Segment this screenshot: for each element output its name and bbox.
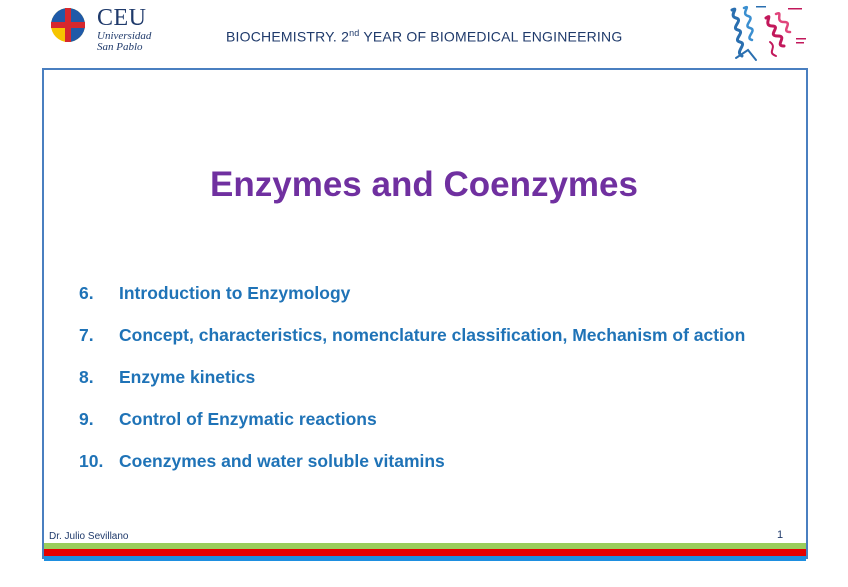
- topic-text: Coenzymes and water soluble vitamins: [119, 450, 445, 471]
- protein-structure-icon: [726, 2, 812, 66]
- ceu-emblem-icon: [50, 7, 86, 43]
- topic-text: Enzyme kinetics: [119, 366, 256, 387]
- topic-item: [79, 314, 745, 356]
- topic-number: 10.: [79, 450, 104, 471]
- course-title-prefix: BIOCHEMISTRY. 2: [226, 28, 350, 45]
- topic-list: [79, 272, 745, 482]
- logo-subtitle-line1: Universidad: [97, 30, 152, 42]
- topic-number: 8.: [79, 366, 94, 387]
- course-title-rest: YEAR OF BIOMEDICAL ENGINEERING: [359, 28, 623, 45]
- author-label: Dr. Julio Sevillano: [49, 531, 129, 542]
- topic-item: [79, 272, 745, 314]
- footer-band-red: [44, 549, 806, 556]
- logo-name: CEU: [97, 5, 147, 31]
- topic-text: Introduction to Enzymology: [119, 282, 351, 303]
- topic-item: [79, 398, 745, 440]
- topic-number: 6.: [79, 282, 94, 303]
- topic-number: 9.: [79, 408, 94, 429]
- topic-text: Concept, characteristics, nomenclature classification, Mechanism of action: [119, 324, 746, 345]
- slide-title: Enzymes and Coenzymes: [210, 165, 638, 204]
- course-title: [226, 28, 622, 45]
- footer-band-blue: [44, 556, 806, 561]
- course-title-ordinal: nd: [349, 28, 360, 38]
- topic-number: 7.: [79, 324, 94, 345]
- page-number: 1: [777, 529, 784, 541]
- topic-item: [79, 356, 745, 398]
- logo-subtitle-line2: San Pablo: [97, 41, 143, 53]
- ceu-logo: [50, 5, 180, 65]
- topic-item: [79, 440, 745, 482]
- topic-text: Control of Enzymatic reactions: [119, 408, 377, 429]
